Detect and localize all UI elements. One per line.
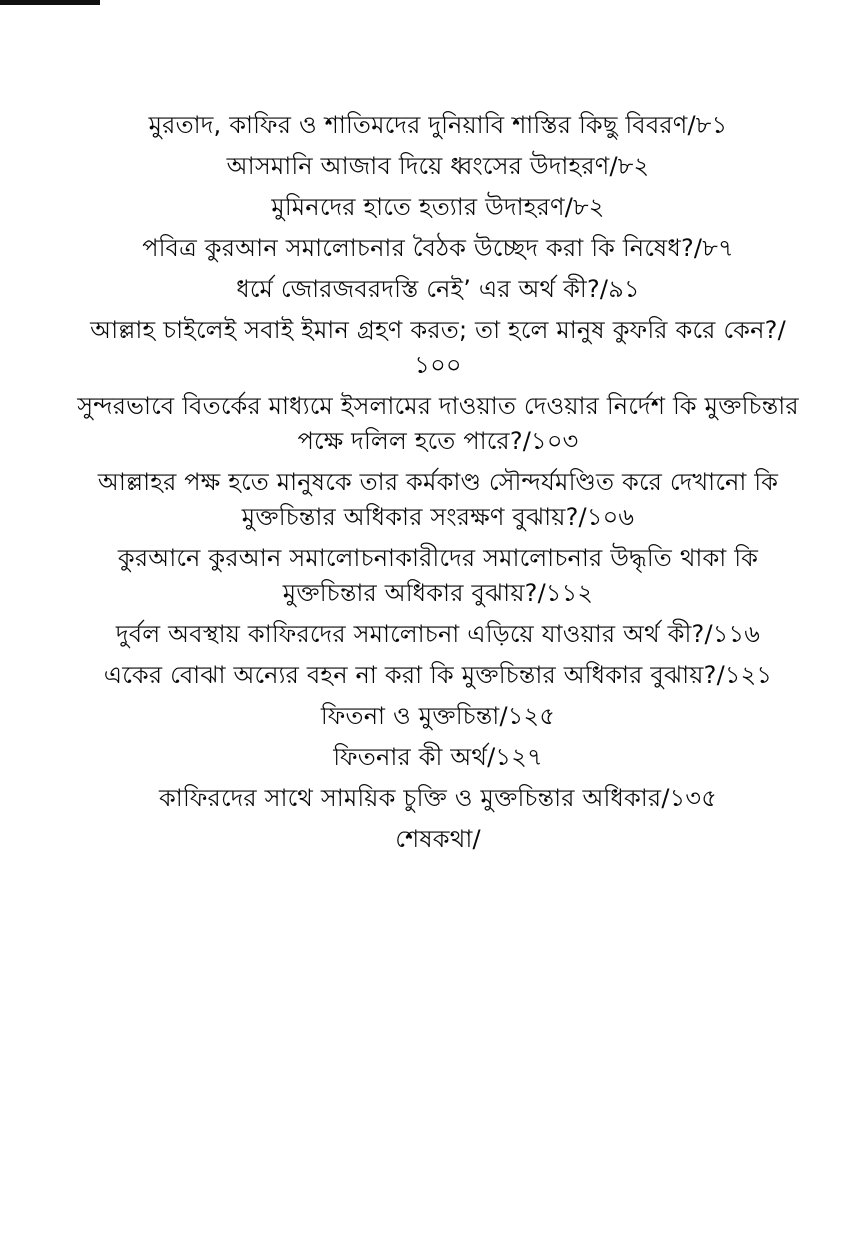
- toc-entry: পবিত্র কুরআন সমালোচনার বৈঠক উচ্ছেদ করা কি নিষেধ?/৮৭: [142, 234, 734, 262]
- scan-edge-mark: [0, 0, 100, 5]
- toc-entry: সুন্দরভাবে বিতর্কের মাধ্যমে ইসলামের দাওয়াত দেওয়ার নির্দেশ কি মুক্তচিন্তার পক্ষে দলিল হতে পারে?/১০৩: [77, 392, 799, 455]
- toc-entry: শেষকথা/: [395, 825, 481, 853]
- toc-entry: কাফিরদের সাথে সাময়িক চুক্তি ও মুক্তচিন্তার অধিকার/১৩৫: [159, 784, 717, 812]
- toc-entry: কুরআনে কুরআন সমালোচনাকারীদের সমালোচনার উদ্ধৃতি থাকা কি মুক্তচিন্তার অধিকার বুঝায়?/১১২: [117, 544, 759, 607]
- toc-entry: আসমানি আজাব দিয়ে ধ্বংসের উদাহরণ/৮২: [226, 152, 650, 180]
- toc-entry: দুর্বল অবস্থায় কাফিরদের সমালোচনা এড়িয়ে যাওয়ার অর্থ কী?/১১৬: [115, 620, 761, 648]
- toc-entry: আল্লাহর পক্ষ হতে মানুষকে তার কর্মকাণ্ড সৌন্দর্যমণ্ডিত করে দেখানো কি মুক্তচিন্তার অধিকার সংরক্ষণ বুঝায়?/১০৬: [97, 468, 779, 531]
- toc-entry: একের বোঝা অন্যের বহন না করা কি মুক্তচিন্তার অধিকার বুঝায়?/১২১: [103, 661, 773, 689]
- table-of-contents: [70, 108, 806, 863]
- toc-entry: ফিতনা ও মুক্তচিন্তা/১২৫: [320, 702, 556, 730]
- toc-entry: মুমিনদের হাতে হত্যার উদাহরণ/৮২: [271, 193, 605, 221]
- toc-entry: ধর্মে জোরজবরদস্তি নেই’ এর অর্থ কী?/৯১: [236, 275, 640, 303]
- toc-entry: ফিতনার কী অর্থ/১২৭: [333, 743, 543, 771]
- toc-entry: মুরতাদ, কাফির ও শাতিমদের দুনিয়াবি শাস্তির কিছু বিবরণ/৮১: [148, 111, 728, 139]
- toc-entry: আল্লাহ চাইলেই সবাই ইমান গ্রহণ করত; তা হলে মানুষ কুফরি করে কেন?/১০০: [90, 316, 786, 379]
